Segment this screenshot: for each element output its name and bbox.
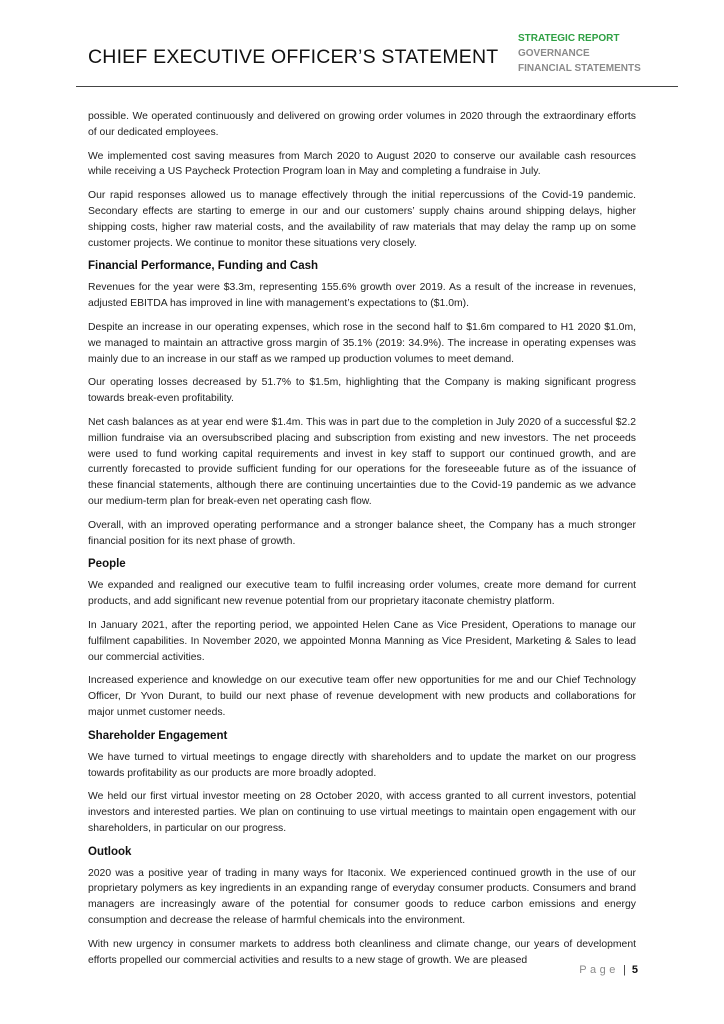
- document-body: [88, 109, 636, 976]
- section-heading-financial: Financial Performance, Funding and Cash: [88, 260, 319, 273]
- section-heading-outlook: Outlook: [88, 845, 132, 858]
- nav-financial-statements[interactable]: FINANCIAL STATEMENTS: [518, 63, 641, 74]
- page-separator: |: [622, 964, 626, 976]
- body-paragraph: 2020 was a positive year of trading in many ways for Itaconix. We experienced continued growth in the use of our proprietary polymers as key ingredients in an expanding range of everyday consumer products. Consumers and brand managers are increasingly aware of the potential for consumer goods to reduce carbon emissions and energy consumption and decrease the release of harmful chemicals into the environment.: [88, 867, 636, 927]
- page-footer: [579, 964, 638, 976]
- page-number: 5: [631, 964, 638, 976]
- body-paragraph: Our rapid responses allowed us to manage effectively through the initial repercussions of the Covid-19 pandemic. Secondary effects are starting to emerge in our and our customers’ supply chains around shipping delays, higher shipping costs, higher raw material costs, and the availability of raw materials that may delay the ramp up on some customer projects. We continue to monitor these situations very closely.: [88, 190, 636, 249]
- body-paragraph: With new urgency in consumer markets to address both cleanliness and climate change, our years of development efforts propelled our commercial activities and results to a new stage of growth. We are pleased: [88, 938, 636, 966]
- body-paragraph: Despite an increase in our operating expenses, which rose in the second half to $1.6m compared to H1 2020 $1.0m, we managed to maintain an attractive gross margin of 35.1% (2019: 34.9%). The increase in operating expenses was mainly due to an increase in our staff as we ramped up production volumes to meet demand.: [88, 321, 636, 365]
- body-paragraph: We have turned to virtual meetings to engage directly with shareholders and to update the market on our progress towards profitability as our products are more broadly adopted.: [88, 751, 636, 779]
- section-heading-shareholder: Shareholder Engagement: [88, 729, 228, 742]
- body-paragraph: Increased experience and knowledge on our executive team offer new opportunities for me and our Chief Technology Officer, Dr Yvon Durant, to build our next phase of revenue development with new products and collaborations for major unmet customer needs.: [88, 675, 636, 718]
- body-paragraph: Net cash balances as at year end were $1.4m. This was in part due to the completion in July 2020 of a successful $2.2 million fundraise via an oversubscribed placing and subscription from existing and new investors. The net proceeds were used to fund working capital requirements and invest in key staff to support our continued growth, and are currently forecasted to provide sufficient funding for our operations for the foreseeable future as of the issuance of these financial statements, although there are continuing uncertainties due to the Covid-19 pandemic as we advance our medium-term plan for break-even net operating cash flow.: [88, 416, 636, 507]
- body-paragraph: We held our first virtual investor meeting on 28 October 2020, with access granted to all current investors, potential investors and interested parties. We plan on continuing to use virtual meetings to maintain open engagement with our shareholders, in particular on our progress.: [88, 791, 636, 834]
- section-heading-people: People: [88, 558, 126, 571]
- body-paragraph: Our operating losses decreased by 51.7% to $1.5m, highlighting that the Company is making significant progress towards break-even profitability.: [88, 377, 636, 405]
- body-paragraph: possible. We operated continuously and delivered on growing order volumes in 2020 through the extraordinary efforts of our dedicated employees.: [88, 111, 636, 138]
- page-label: Page: [579, 964, 619, 976]
- body-paragraph: In January 2021, after the reporting period, we appointed Helen Cane as Vice President, Operations to manage our fulfilment capabilities. In November 2020, we appointed Monna Manning as Vice President, Marketing & Sales to lead our commercial activities.: [88, 619, 636, 663]
- header-divider: [76, 86, 678, 87]
- body-paragraph: We implemented cost saving measures from March 2020 to August 2020 to conserve our available cash resources while receiving a US Paycheck Protection Program loan in May and completing a fundraise in July.: [88, 150, 636, 178]
- nav-strategic-report[interactable]: STRATEGIC REPORT: [518, 33, 620, 44]
- body-paragraph: Revenues for the year were $3.3m, representing 155.6% growth over 2019. As a result of the increase in revenues, adjusted EBITDA has improved in line with management’s expectations to ($1.0m).: [88, 282, 636, 310]
- page-title: CHIEF EXECUTIVE OFFICER’S STATEMENT: [88, 46, 499, 68]
- nav-governance[interactable]: GOVERNANCE: [518, 48, 590, 59]
- body-paragraph: We expanded and realigned our executive team to fulfil increasing order volumes, create more demand for current products, and add significant new revenue potential from our proprietary itaconate chemistry platform.: [88, 580, 636, 608]
- section-nav: [518, 31, 641, 76]
- body-paragraph: Overall, with an improved operating performance and a stronger balance sheet, the Company has a much stronger financial position for its next phase of growth.: [88, 519, 636, 547]
